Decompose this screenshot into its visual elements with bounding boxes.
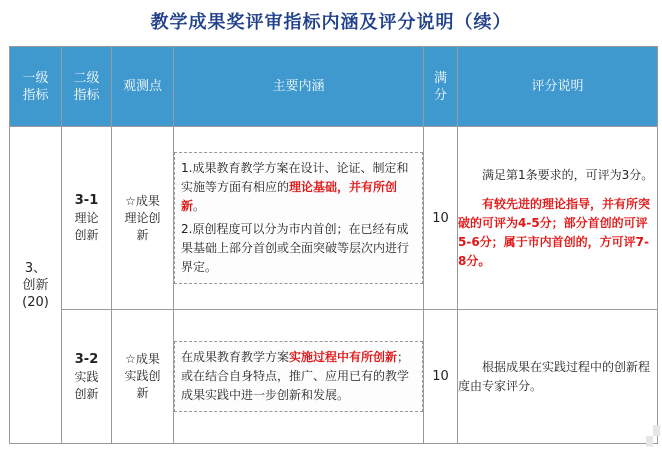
observation-cell: ☆成果 理论创 新 [112,127,174,310]
table-row [10,127,658,310]
content-cell [174,310,424,444]
criteria-table [9,46,658,444]
content-paragraph: 2.原创程度可以分为市内首创；在已经有成果基础上部分首创或全面突破等层次内进行界定。 [181,222,410,274]
page-title: 教学成果奖评审指标内涵及评分说明（续） [150,12,512,33]
scoring-cell [458,127,658,310]
secondary-indicator-cell: 3-2 实践 创新 [62,310,112,444]
full-score-cell: 10 [424,127,458,310]
observation-cell: ☆成果 实践创 新 [112,310,174,444]
scoring-cell [458,310,658,444]
header-full-score: 满 分 [424,47,458,127]
corner-watermark-icon: ▞ [646,426,660,447]
full-score-cell: 10 [424,310,458,444]
scoring-paragraph: 满足第1条要求的，可评为3分。 [482,167,654,182]
primary-indicator-cell: 3、 创新 (20) [10,127,62,444]
scoring-highlight: 有较先进的理论指导，并有所突破的可评为4-5分；部分首创的可评5-6分；属于市内首创的，方可评7-8分。 [458,196,651,268]
content-paragraph: 1.成果教育教学方案在设计、论证、制定和实施等方面有相应的理论基础，并有所创新。 [181,161,409,213]
content-highlight: 实施过程中有所创新 [289,350,398,364]
header-content: 主要内涵 [174,47,424,127]
header-level1: 一级 指标 [10,47,62,127]
header-observation: 观测点 [112,47,174,127]
table-row [10,310,658,444]
content-cell [174,127,424,310]
table-header-row [10,47,658,127]
content-box [174,341,423,412]
header-level2: 二级 指标 [62,47,112,127]
content-box [174,152,423,284]
scoring-paragraph: 根据成果在实践过程中的创新程度由专家评分。 [458,359,651,393]
secondary-indicator-cell: 3-1 理论 创新 [62,127,112,310]
header-scoring: 评分说明 [458,47,658,127]
content-paragraph: 在成果教育教学方案实施过程中有所创新；或在结合自身特点，推广、应用已有的教学成果实践中进一步创新和发展。 [181,350,410,402]
content-highlight: 理论基础，并有所创新 [181,180,398,213]
